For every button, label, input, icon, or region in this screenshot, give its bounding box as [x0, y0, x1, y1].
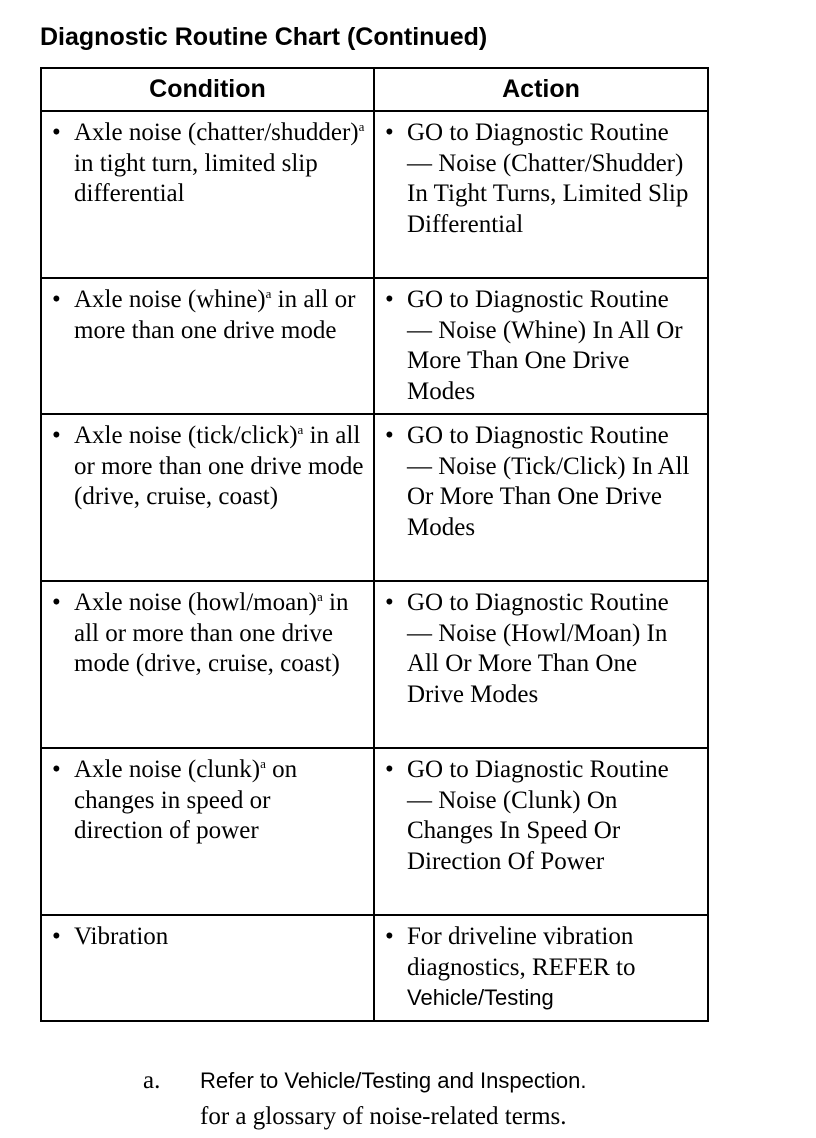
vehicle-testing-reference: Vehicle/Testing: [407, 985, 554, 1010]
condition-text: Axle noise (tick/click)$^a$ in all or more than one drive mode (drive, cruise, coast): [74, 422, 364, 510]
footnote-label: a.: [143, 1067, 161, 1094]
condition-cell: [41, 278, 374, 414]
table-row: [41, 414, 708, 581]
table-row: [41, 111, 708, 278]
action-header: Action: [374, 68, 708, 111]
action-text: GO to Diagnostic Routine — Noise (Chatter/Shudder) In Tight Turns, Limited Slip Differential: [407, 119, 689, 238]
bullet-icon: •: [385, 923, 394, 950]
bullet-icon: •: [52, 286, 61, 313]
footnote-text: for a glossary of noise-related terms.: [200, 1103, 567, 1130]
action-text: For driveline vibration diagnostics, REFER to Vehicle/Testing: [407, 923, 636, 1010]
footnote-marker: a: [358, 119, 365, 134]
condition-cell: [41, 915, 374, 1021]
footnote-marker: a: [317, 589, 323, 604]
diagnostic-routine-table: [40, 67, 709, 1022]
bullet-icon: •: [52, 119, 61, 146]
action-cell: [374, 915, 708, 1021]
footnote: [143, 1063, 586, 1135]
action-text: GO to Diagnostic Routine — Noise (Tick/Click) In All Or More Than One Drive Modes: [407, 422, 690, 541]
bullet-icon: •: [385, 589, 394, 616]
table-row: [41, 278, 708, 414]
condition-text: Axle noise (howl/moan)$^a$ in all or more than one drive mode (drive, cruise, coast): [74, 589, 349, 677]
bullet-icon: •: [52, 923, 61, 950]
footnote-marker: a: [265, 286, 272, 301]
action-text: GO to Diagnostic Routine — Noise (Whine) In All Or More Than One Drive Modes: [407, 286, 683, 405]
table-header-row: [41, 68, 708, 111]
footnote-reference: Refer to Vehicle/Testing and Inspection.: [200, 1068, 587, 1093]
bullet-icon: •: [385, 756, 394, 783]
table-row: [41, 581, 708, 748]
condition-text: Axle noise (whine)$^a$ in all or more than one drive mode: [74, 286, 356, 344]
condition-text: Axle noise (clunk)$^a$ on changes in speed or direction of power: [74, 756, 298, 844]
action-cell: [374, 414, 708, 581]
condition-cell: [41, 111, 374, 278]
action-cell: [374, 111, 708, 278]
table-row: [41, 915, 708, 1021]
action-text: GO to Diagnostic Routine — Noise (Howl/Moan) In All Or More Than One Drive Modes: [407, 589, 669, 708]
condition-cell: [41, 748, 374, 915]
footnote-marker: a: [297, 422, 304, 437]
condition-cell: [41, 581, 374, 748]
bullet-icon: •: [52, 756, 61, 783]
page-title: Diagnostic Routine Chart (Continued): [40, 23, 488, 51]
bullet-icon: •: [52, 422, 61, 449]
condition-cell: [41, 414, 374, 581]
action-text: GO to Diagnostic Routine — Noise (Clunk) On Changes In Speed Or Direction Of Power: [407, 756, 669, 875]
action-cell: [374, 581, 708, 748]
bullet-icon: •: [385, 422, 394, 449]
action-cell: [374, 278, 708, 414]
condition-text: Axle noise (chatter/shudder)$^a$ in tight turn, limited slip differential: [74, 119, 365, 207]
condition-header: Condition: [41, 68, 374, 111]
action-cell: [374, 748, 708, 915]
condition-text: Vibration: [74, 923, 169, 950]
bullet-icon: •: [385, 119, 394, 146]
bullet-icon: •: [52, 589, 61, 616]
footnote-marker: a: [260, 756, 266, 771]
table-row: [41, 748, 708, 915]
bullet-icon: •: [385, 286, 394, 313]
